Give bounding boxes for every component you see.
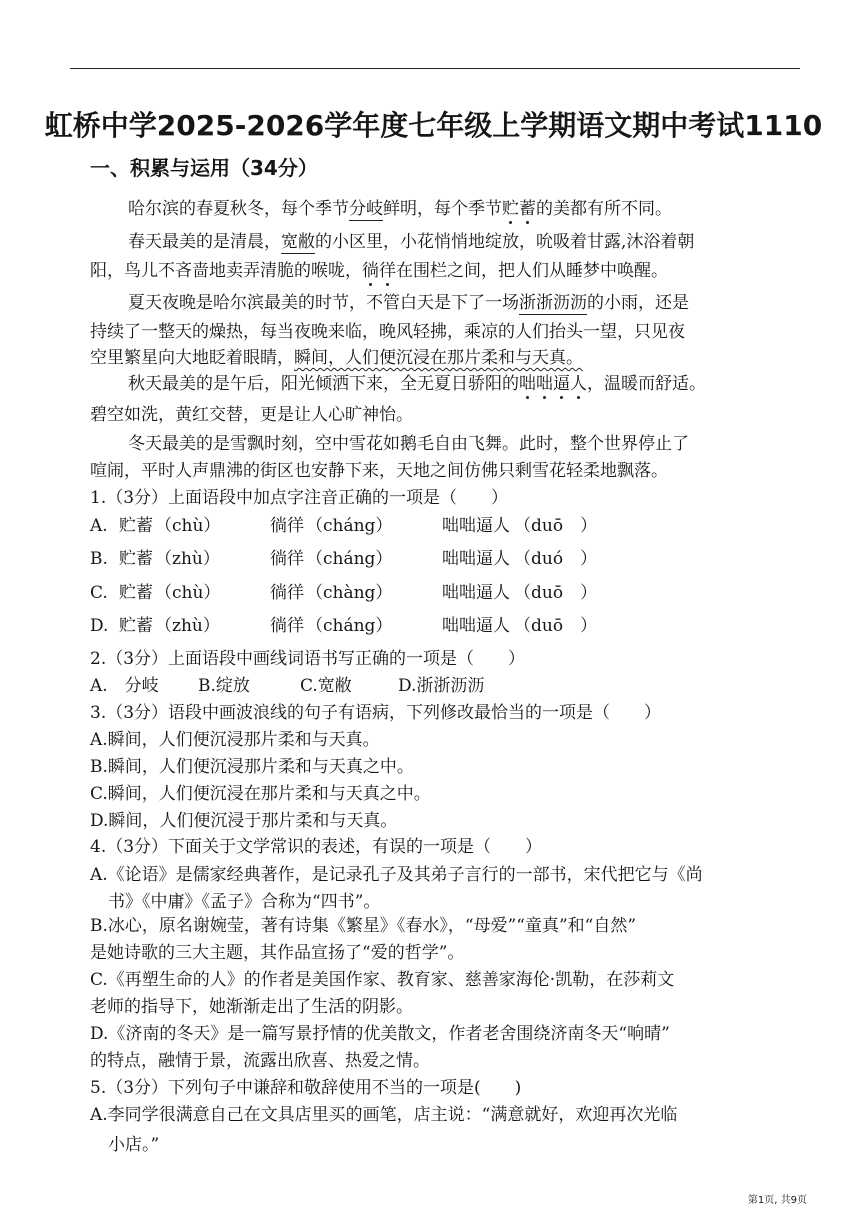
- q3-option-b: B.瞬间，人们便沉浸那片柔和与天真之中。: [90, 757, 414, 777]
- q4-line: 是她诗歌的三大主题，其作品宣扬了“爱的哲学”。: [90, 943, 465, 963]
- q4-line: A.《论语》是儒家经典著作，是记录孔子及其弟子言行的一部书，宋代把它与《尚: [90, 865, 703, 885]
- q3-option-c: C.瞬间，人们便沉浸在那片柔和与天真之中。: [90, 784, 431, 804]
- question-5-stem: 5.（3分）下列句子中谦辞和敬辞使用不当的一项是( ): [90, 1078, 522, 1098]
- passage-line: 碧空如洗，黄红交替，更是让人心旷神怡。: [90, 405, 413, 425]
- q1-option-b: B. 贮蓄 （zhù） 徜徉 （cháng） 咄咄逼人 （duó ）: [90, 549, 598, 569]
- q2-options: [90, 675, 590, 697]
- question-4-stem: 4.（3分）下面关于文学常识的表述，有误的一项是（ ）: [90, 837, 543, 857]
- question-3-stem: 3.（3分）语段中画波浪线的句子有语病，下列修改最恰当的一项是（ ）: [90, 703, 662, 723]
- question-1-stem: 1.（3分）上面语段中加点字注音正确的一项是（ ）: [90, 488, 509, 508]
- passage-line: 冬天最美的是雪飘时刻，空中雪花如鹅毛自由飞舞。此时，整个世界停止了: [128, 434, 689, 454]
- passage-line: 夏天夜晚是哈尔滨最美的时节，不管白天是下了一场浙浙沥沥的小雨，还是: [128, 293, 689, 313]
- q4-line: B.冰心，原名谢婉莹，著有诗集《繁星》《春水》，“母爱”“童真”和“自然”: [90, 916, 637, 936]
- q2-option-d: D.浙浙沥沥: [398, 676, 485, 696]
- q5-line: 小店。”: [108, 1135, 160, 1155]
- passage-line: 阳，鸟儿不吝啬地卖弄清脆的喉咙，徜徉在围栏之间，把人们从睡梦中唤醒。: [90, 261, 668, 281]
- passage-line: 喧闹，平时人声鼎沸的街区也安静下来，天地之间仿佛只剩雪花轻柔地飘落。: [90, 461, 668, 481]
- passage-line: 秋天最美的是午后，阳光倾洒下来，全无夏日骄阳的咄咄逼人，温暖而舒适。: [128, 374, 706, 394]
- q4-line: D.《济南的冬天》是一篇写景抒情的优美散文，作者老舍围绕济南冬天“响晴”: [90, 1024, 670, 1044]
- section-heading: 一、积累与运用（34分）: [90, 156, 318, 180]
- q1-option-a: A. 贮蓄 （chù） 徜徉 （cháng） 咄咄逼人 （duō ）: [90, 516, 598, 536]
- question-2-stem: 2.（3分）上面语段中画线词语书写正确的一项是（ ）: [90, 649, 526, 669]
- q2-option-c: C.宽敝: [300, 676, 352, 696]
- passage-line: 哈尔滨的春夏秋冬，每个季节分岐鲜明，每个季节贮蓄的美都有所不同。: [128, 199, 672, 219]
- exam-title: 虹桥中学2025-2026学年度七年级上学期语文期中考试1110: [44, 109, 823, 142]
- passage-line: 空里繁星向大地眨着眼睛，瞬间，人们便沉浸在那片柔和与天真。: [90, 348, 583, 368]
- q4-line: C.《再塑生命的人》的作者是美国作家、教育家、慈善家海伦·凯勒，在莎莉文: [90, 970, 675, 990]
- q4-line: 老师的指导下，她渐渐走出了生活的阴影。: [90, 997, 413, 1017]
- q1-option-c: C. 贮蓄 （chù） 徜徉 （chàng） 咄咄逼人 （duō ）: [90, 583, 598, 603]
- header-rule: [70, 68, 800, 69]
- q2-option-a: A. 分岐: [90, 676, 159, 696]
- q4-line: 书》《中庸》《孟子》合称为“四书”。: [108, 892, 381, 912]
- page-number: 第1页, 共9页: [747, 1195, 807, 1206]
- q3-option-a: A.瞬间，人们便沉浸那片柔和与天真。: [90, 730, 380, 750]
- q1-option-d: D. 贮蓄 （zhù） 徜徉 （cháng） 咄咄逼人 （duō ）: [90, 616, 598, 636]
- q2-option-b: B.绽放: [198, 676, 250, 696]
- q3-option-d: D.瞬间，人们便沉浸于那片柔和与天真。: [90, 811, 398, 831]
- passage-line: 春天最美的是清晨，宽敝的小区里，小花悄悄地绽放，吮吸着甘露,沐浴着朝: [128, 232, 695, 252]
- q5-line: A.李同学很满意自己在文具店里买的画笔，店主说：“满意就好，欢迎再次光临: [90, 1105, 678, 1125]
- passage-line: 持续了一整天的燥热，每当夜晚来临，晚风轻拂，乘凉的人们抬头一望，只见夜: [90, 322, 685, 342]
- q4-line: 的特点，融情于景，流露出欣喜、热爱之情。: [90, 1051, 430, 1071]
